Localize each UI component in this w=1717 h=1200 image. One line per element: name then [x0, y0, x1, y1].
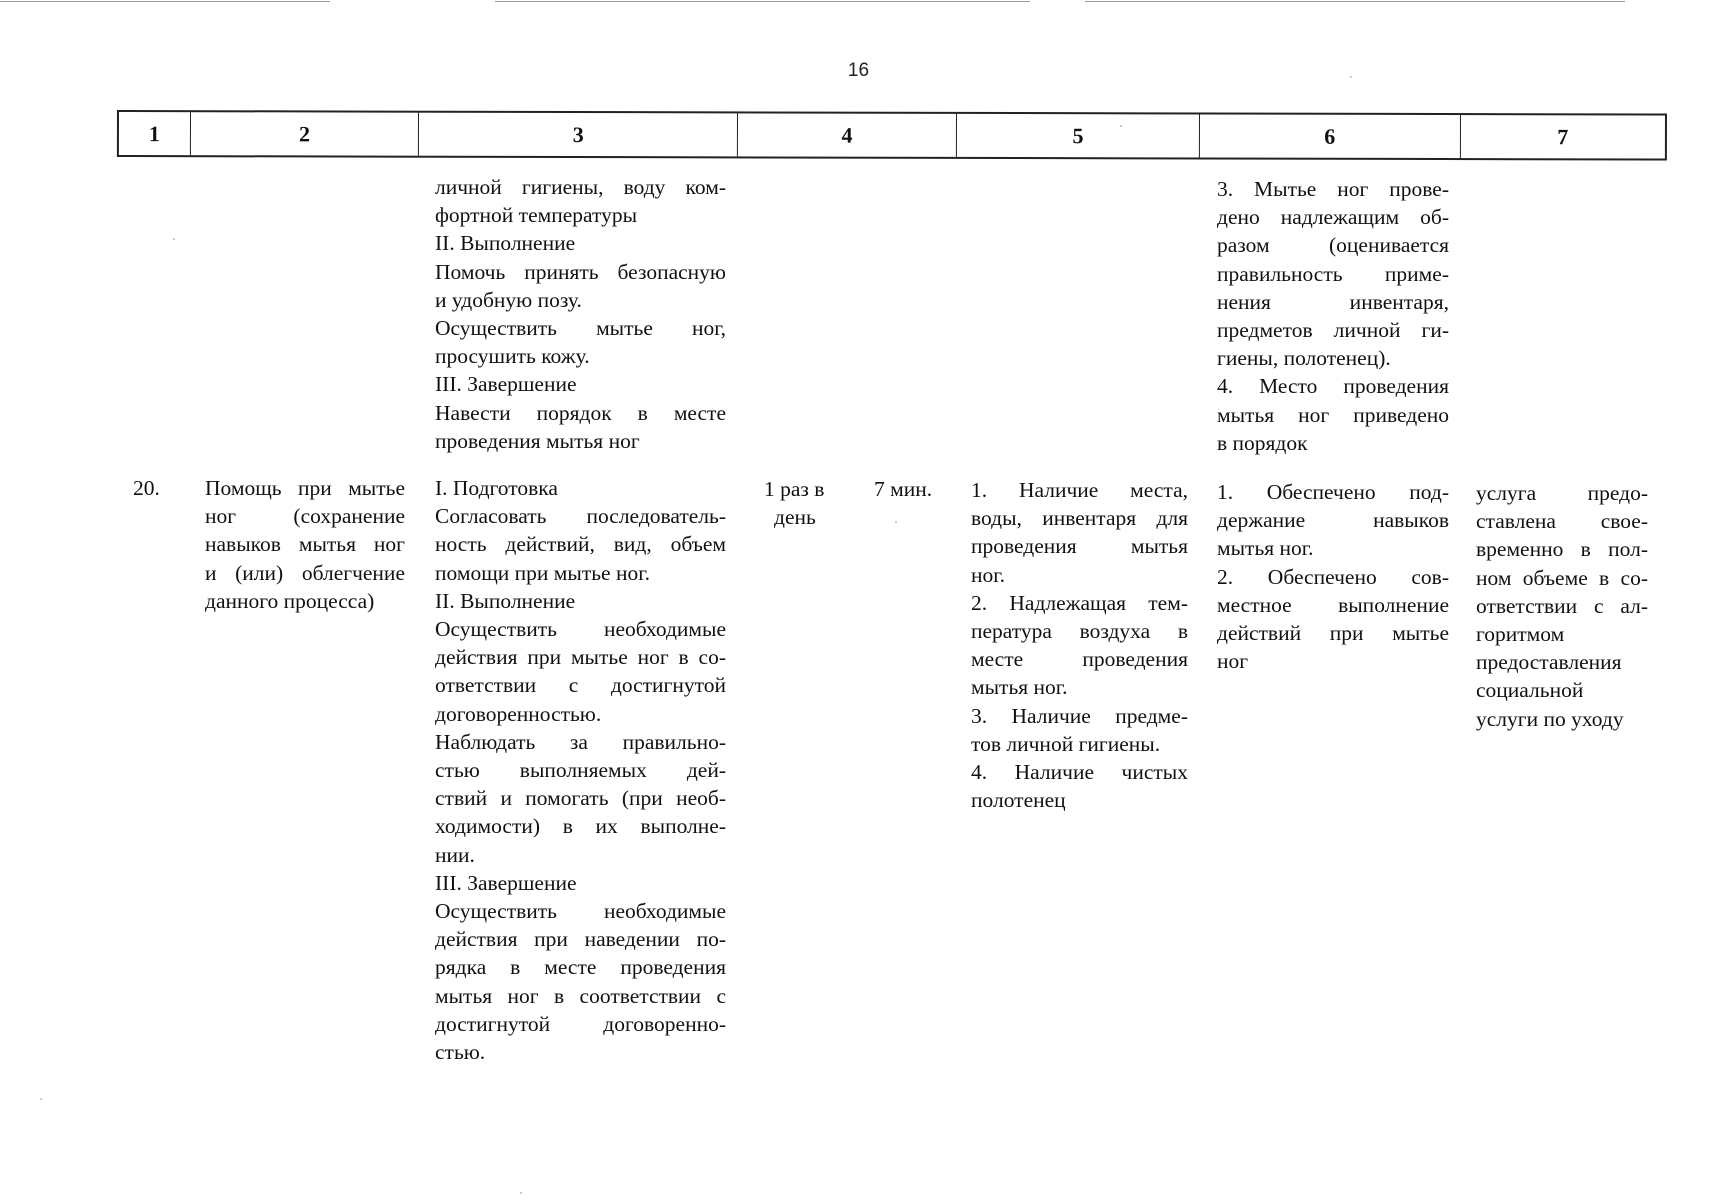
text-line: 3. Наличие предме- [971, 703, 1188, 728]
text-line: нии. [435, 842, 475, 867]
frequency-line: день [774, 505, 816, 530]
text-line: помощи при мытье ног. [435, 560, 650, 585]
text-line: 2. Обеспечено сов- [1217, 564, 1449, 589]
text-line: 2. Надлежащая тем- [971, 590, 1188, 615]
text-line: Помочь принять безопасную [435, 259, 726, 284]
text-line: тов личной гигиены. [971, 731, 1161, 756]
scan-speck [40, 1098, 42, 1100]
continuation-col6-text [1217, 175, 1449, 457]
text-line: мытья ног. [1217, 536, 1314, 561]
service-quality-indicators [1217, 478, 1449, 675]
table-header-row [117, 110, 1667, 161]
text-line: 1. Наличие места, [971, 478, 1188, 502]
text-line: III. Завершение [435, 372, 577, 397]
text-line: договоренностью. [435, 701, 602, 726]
text-line: пература воздуха в [971, 619, 1188, 644]
text-line: мытья ног приведено [1217, 402, 1449, 427]
service-procedure [435, 474, 726, 1066]
text-line: ответствии с достигнутой [435, 673, 726, 698]
text-line: I. Подготовка [435, 476, 558, 500]
text-line: Осуществить мытье ног, [435, 316, 726, 341]
text-line: Помощь при мытье [205, 476, 405, 500]
text-line: стью. [435, 1040, 486, 1065]
text-line: просушить кожу. [435, 344, 590, 369]
text-line: социальной [1476, 678, 1584, 703]
text-line: воды, инвентаря для [971, 506, 1188, 531]
scan-edge-line [1085, 1, 1625, 2]
continuation-col3-text [435, 173, 726, 455]
text-line: ног. [971, 562, 1006, 587]
text-line: II. Выполнение [435, 588, 576, 613]
header-cell: 4 [738, 113, 957, 156]
text-line: нения инвентаря, [1217, 289, 1449, 314]
service-conditions [971, 476, 1188, 814]
text-line: достигнутой договоренно- [435, 1011, 726, 1036]
service-duration: 7 мин. [874, 477, 933, 501]
text-line: II. Выполнение [435, 231, 576, 256]
header-cell: 2 [191, 112, 420, 156]
text-line: дено надлежащим об- [1217, 205, 1449, 230]
scan-speck [520, 1192, 522, 1194]
text-line: III. Завершение [435, 870, 577, 895]
text-line: 1. Обеспечено под- [1217, 480, 1449, 504]
text-line: услуга предо- [1476, 481, 1648, 505]
text-line: Наблюдать за правильно- [435, 729, 726, 754]
text-line: ность действий, вид, объем [435, 532, 726, 557]
text-line: гиены, полотенец). [1217, 346, 1391, 371]
text-line: и удобную позу. [435, 287, 582, 312]
header-cell: 6 [1200, 114, 1460, 158]
text-line: ном объеме в со- [1476, 565, 1648, 590]
text-line: услуги по уходу [1476, 706, 1624, 731]
header-cell: 3 [419, 113, 738, 157]
scan-edge-line [495, 1, 1030, 2]
text-line: проведения мытья [971, 534, 1188, 559]
text-line: мытья ног. [971, 675, 1068, 700]
text-line: ставлена свое- [1476, 509, 1648, 534]
text-line: разом (оценивается [1217, 233, 1449, 258]
text-line: ног (сохранение [205, 504, 405, 529]
scan-edge-line [0, 1, 330, 2]
row-number: 20. [133, 476, 160, 500]
text-line: местное выполнение [1217, 592, 1449, 617]
text-line: действия при мытье ног в со- [435, 645, 726, 670]
text-line: держание навыков [1217, 508, 1449, 533]
text-line: в порядок [1217, 430, 1308, 455]
header-cell: 7 [1557, 123, 1569, 149]
page-number: 16 [847, 60, 870, 81]
text-line: данного процесса) [205, 588, 375, 613]
text-line: предоставления [1476, 650, 1622, 675]
text-line: действия при наведении по- [435, 927, 726, 952]
header-cell: 1 [119, 112, 191, 155]
text-line: Осуществить необходимые [435, 899, 726, 924]
text-line: 3. Мытье ног прове- [1217, 177, 1449, 201]
text-line: правильность приме- [1217, 261, 1449, 286]
scan-speck [173, 238, 175, 240]
service-frequency [764, 475, 854, 531]
text-line: навыков мытья ног [205, 532, 405, 557]
service-evaluation [1476, 479, 1648, 733]
text-line: и (или) облегчение [205, 560, 405, 585]
text-line: действий при мытье [1217, 621, 1449, 646]
text-line: рядка в месте проведения [435, 955, 726, 980]
text-line: ответствии с ал- [1476, 593, 1648, 618]
scan-speck [895, 521, 897, 523]
frequency-line: 1 раз в [764, 477, 825, 501]
text-line: стью выполняемых дей- [435, 758, 726, 783]
service-name [205, 474, 405, 615]
text-line: ствий и помогать (при необ- [435, 786, 726, 811]
text-line: проведения мытья ног [435, 428, 640, 453]
text-line: месте проведения [971, 647, 1188, 672]
text-line: предметов личной ги- [1217, 318, 1449, 343]
text-line: Осуществить необходимые [435, 617, 726, 642]
text-line: Навести порядок в месте [435, 400, 726, 425]
text-line: горитмом [1476, 622, 1565, 647]
text-line: временно в пол- [1476, 537, 1648, 562]
text-line: ходимости) в их выполне- [435, 814, 726, 839]
text-line: мытья ног в соответствии с [435, 983, 726, 1008]
text-line: 4. Наличие чистых [971, 760, 1188, 785]
text-line: личной гигиены, воду ком- [435, 175, 726, 199]
text-line: ног [1217, 649, 1249, 674]
header-cell: 5 [957, 114, 1200, 158]
text-line: полотенец [971, 788, 1066, 813]
text-line: Согласовать последователь- [435, 504, 726, 529]
text-line: 4. Место проведения [1217, 374, 1449, 399]
text-line: фортной температуры [435, 203, 638, 228]
